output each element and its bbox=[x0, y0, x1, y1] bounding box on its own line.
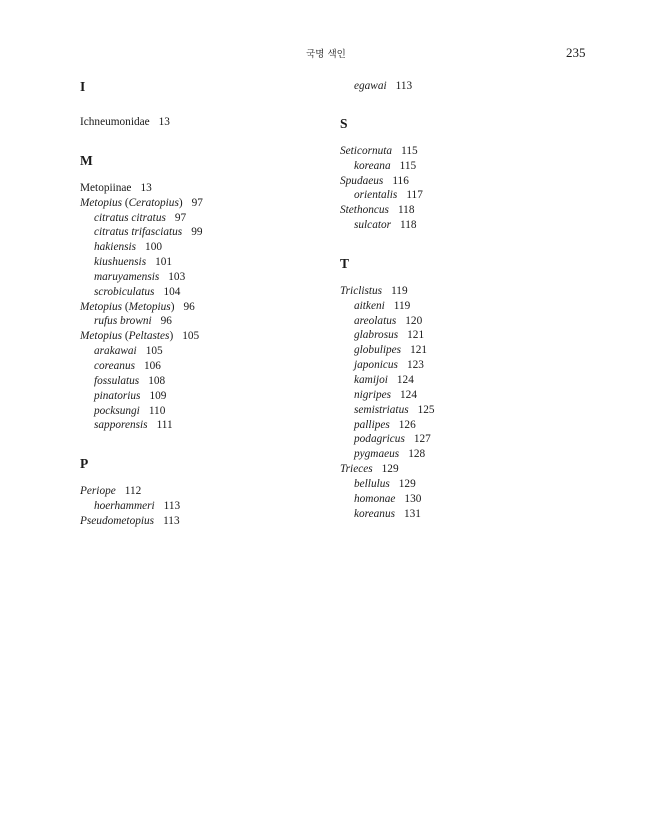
entry-page: 13 bbox=[140, 181, 152, 194]
entry-genus: Metopius bbox=[80, 196, 123, 209]
entry-name: Periope bbox=[80, 485, 116, 498]
index-entry bbox=[80, 484, 330, 499]
entry-page: 129 bbox=[398, 477, 416, 490]
index-subentry bbox=[340, 373, 590, 388]
entry-name: fossulatus bbox=[94, 374, 140, 387]
index-subentry bbox=[80, 211, 330, 226]
entry-name: pallipes bbox=[354, 418, 390, 431]
index-subentry bbox=[340, 79, 590, 94]
entry-name: homonae bbox=[354, 492, 396, 505]
entry-page: 112 bbox=[124, 485, 142, 498]
entry-page: 100 bbox=[145, 241, 162, 254]
entry-name: Pseudometopius bbox=[80, 514, 155, 527]
entry-page: 120 bbox=[405, 314, 423, 327]
index-subentry bbox=[80, 499, 330, 514]
entry-page: 113 bbox=[163, 500, 181, 513]
section-letter-m: M bbox=[80, 152, 93, 168]
entry-name: nigripes bbox=[354, 388, 392, 401]
entry-page: 99 bbox=[191, 226, 203, 239]
index-entry bbox=[340, 203, 590, 218]
entry-page: 124 bbox=[400, 388, 417, 401]
index-entry bbox=[80, 514, 330, 529]
entry-page: 113 bbox=[395, 80, 413, 92]
index-subentry bbox=[340, 447, 590, 462]
entry-name: globulipes bbox=[354, 344, 402, 357]
index-entry bbox=[340, 174, 590, 189]
entry-page: 13 bbox=[158, 116, 170, 128]
entry-page: 126 bbox=[398, 418, 416, 431]
entry-genus: Metopius bbox=[80, 300, 123, 313]
entry-page: 109 bbox=[149, 389, 167, 402]
entry-name: Stethoncus bbox=[340, 204, 389, 217]
index-subentry bbox=[340, 432, 590, 447]
entry-name: japonicus bbox=[354, 359, 398, 372]
entry-name: areolatus bbox=[354, 314, 397, 327]
entry-subgenus: Ceratopius bbox=[128, 196, 179, 209]
entry-page: 121 bbox=[407, 329, 425, 342]
entry-name: hakiensis bbox=[94, 241, 137, 254]
entry-page: 108 bbox=[148, 374, 166, 387]
entry-page: 110 bbox=[148, 404, 166, 417]
entry-name: podagricus bbox=[354, 433, 405, 446]
section-letter-p: P bbox=[80, 456, 89, 472]
index-subentry bbox=[340, 403, 590, 418]
entry-name: koreanus bbox=[354, 507, 395, 520]
entry-page: 116 bbox=[392, 174, 409, 187]
entry-name: aitkeni bbox=[354, 299, 385, 312]
index-column-right bbox=[340, 79, 590, 521]
entry-name: citratus citratus bbox=[94, 211, 166, 224]
entry-name: Seticornuta bbox=[340, 144, 393, 157]
entry-page: 96 bbox=[183, 300, 195, 313]
index-subentry bbox=[340, 299, 590, 314]
entry-name: Triclistus bbox=[340, 284, 383, 297]
entry-page: 115 bbox=[399, 159, 417, 172]
index-subentry bbox=[340, 492, 590, 507]
entry-name: egawai bbox=[354, 80, 387, 92]
entry-subgenus: Metopius bbox=[128, 300, 171, 313]
section-letter-s: S bbox=[340, 115, 348, 131]
index-subentry bbox=[340, 507, 590, 522]
section-letter-i: I bbox=[80, 79, 86, 94]
section-letter-t: T bbox=[340, 255, 350, 271]
entry-name: hoerhammeri bbox=[94, 500, 155, 513]
entry-name: semistriatus bbox=[354, 403, 409, 416]
entry-page: 118 bbox=[397, 204, 415, 217]
index-subentry bbox=[80, 255, 330, 270]
index-subentry bbox=[340, 218, 590, 233]
index-subentry bbox=[340, 358, 590, 373]
index-subentry bbox=[80, 418, 330, 433]
entry-page: 124 bbox=[396, 373, 414, 386]
index-entry: Metopius (Metopius) 96 bbox=[80, 300, 195, 313]
index-subentry bbox=[340, 314, 590, 329]
entry-page: 104 bbox=[163, 285, 181, 298]
entry-page: 117 bbox=[406, 189, 423, 202]
index-subentry bbox=[80, 285, 330, 300]
index-subentry bbox=[80, 374, 330, 389]
index-subentry bbox=[80, 404, 330, 419]
entry-page: 118 bbox=[400, 219, 417, 232]
entry-name: citratus trifasciatus bbox=[94, 226, 183, 239]
entry-page: 130 bbox=[404, 492, 422, 505]
entry-page: 105 bbox=[182, 330, 200, 343]
entry-page: 111 bbox=[156, 419, 173, 432]
index-subentry bbox=[340, 328, 590, 343]
entry-page: 113 bbox=[163, 514, 180, 527]
entry-genus: Metopius bbox=[80, 330, 123, 343]
entry-name: maruyamensis bbox=[94, 270, 160, 283]
entry-name: arakawai bbox=[94, 345, 137, 358]
entry-name: Trieces bbox=[340, 463, 373, 476]
entry-name: kiushuensis bbox=[94, 256, 147, 269]
running-header: 국명 색인 bbox=[306, 49, 346, 60]
entry-page: 127 bbox=[413, 433, 431, 446]
entry-page: 96 bbox=[160, 315, 172, 328]
index-entry: Metopius (Peltastes) 105 bbox=[80, 330, 200, 343]
index-subentry bbox=[340, 343, 590, 358]
entry-name: coreanus bbox=[94, 359, 135, 372]
entry-page: 131 bbox=[404, 507, 421, 520]
entry-page: 119 bbox=[391, 284, 408, 297]
entry-name: kamijoi bbox=[354, 373, 388, 386]
index-subentry bbox=[80, 225, 330, 240]
entry-page: 97 bbox=[174, 211, 187, 224]
index-entry: Metopius (Ceratopius) 97 bbox=[80, 196, 203, 209]
entry-name: glabrosus bbox=[354, 329, 399, 342]
entry-page: 125 bbox=[417, 403, 435, 416]
entry-name: Spudaeus bbox=[340, 174, 384, 187]
entry-page: 101 bbox=[155, 256, 173, 269]
index-subentry bbox=[80, 359, 330, 374]
entry-name: koreana bbox=[354, 159, 391, 172]
entry-page: 129 bbox=[381, 463, 399, 476]
index-subentry bbox=[340, 418, 590, 433]
entry-page: 97 bbox=[191, 196, 203, 209]
index-subentry bbox=[80, 389, 330, 404]
entry-name: Metopiinae bbox=[80, 181, 132, 194]
entry-page: 115 bbox=[401, 144, 418, 157]
index-subentry bbox=[80, 314, 330, 329]
index-subentry bbox=[340, 159, 590, 174]
index-entry bbox=[340, 144, 590, 159]
entry-name: sapporensis bbox=[94, 419, 148, 432]
entry-page: 128 bbox=[408, 448, 426, 461]
entry-name: sulcator bbox=[354, 219, 392, 232]
entry-page: 123 bbox=[406, 359, 424, 372]
index-entry bbox=[80, 115, 330, 130]
entry-name: pinatorius bbox=[94, 389, 141, 402]
page-number: 235 bbox=[566, 45, 586, 60]
index-subentry bbox=[340, 477, 590, 492]
entry-name: orientalis bbox=[354, 189, 398, 202]
index-entry bbox=[340, 284, 590, 299]
index-entry bbox=[340, 462, 590, 477]
entry-name: Ichneumonidae bbox=[80, 116, 150, 128]
entry-name: bellulus bbox=[354, 477, 390, 490]
entry-page: 106 bbox=[144, 359, 161, 372]
entry-page: 103 bbox=[168, 270, 186, 283]
entry-page: 121 bbox=[410, 344, 428, 357]
entry-name: rufus browni bbox=[94, 315, 152, 328]
index-subentry bbox=[340, 388, 590, 403]
index-subentry bbox=[80, 240, 330, 255]
entry-name: pocksungi bbox=[94, 404, 140, 417]
index-subentry bbox=[80, 270, 330, 285]
entry-page: 105 bbox=[145, 345, 163, 358]
index-column-left bbox=[80, 79, 330, 529]
entry-name: pygmaeus bbox=[354, 448, 400, 461]
entry-subgenus: Peltastes bbox=[128, 330, 170, 343]
entry-page: 119 bbox=[393, 299, 411, 312]
index-entry bbox=[80, 181, 330, 196]
index-subentry bbox=[80, 344, 330, 359]
entry-name: scrobiculatus bbox=[94, 285, 155, 298]
index-subentry bbox=[340, 188, 590, 203]
